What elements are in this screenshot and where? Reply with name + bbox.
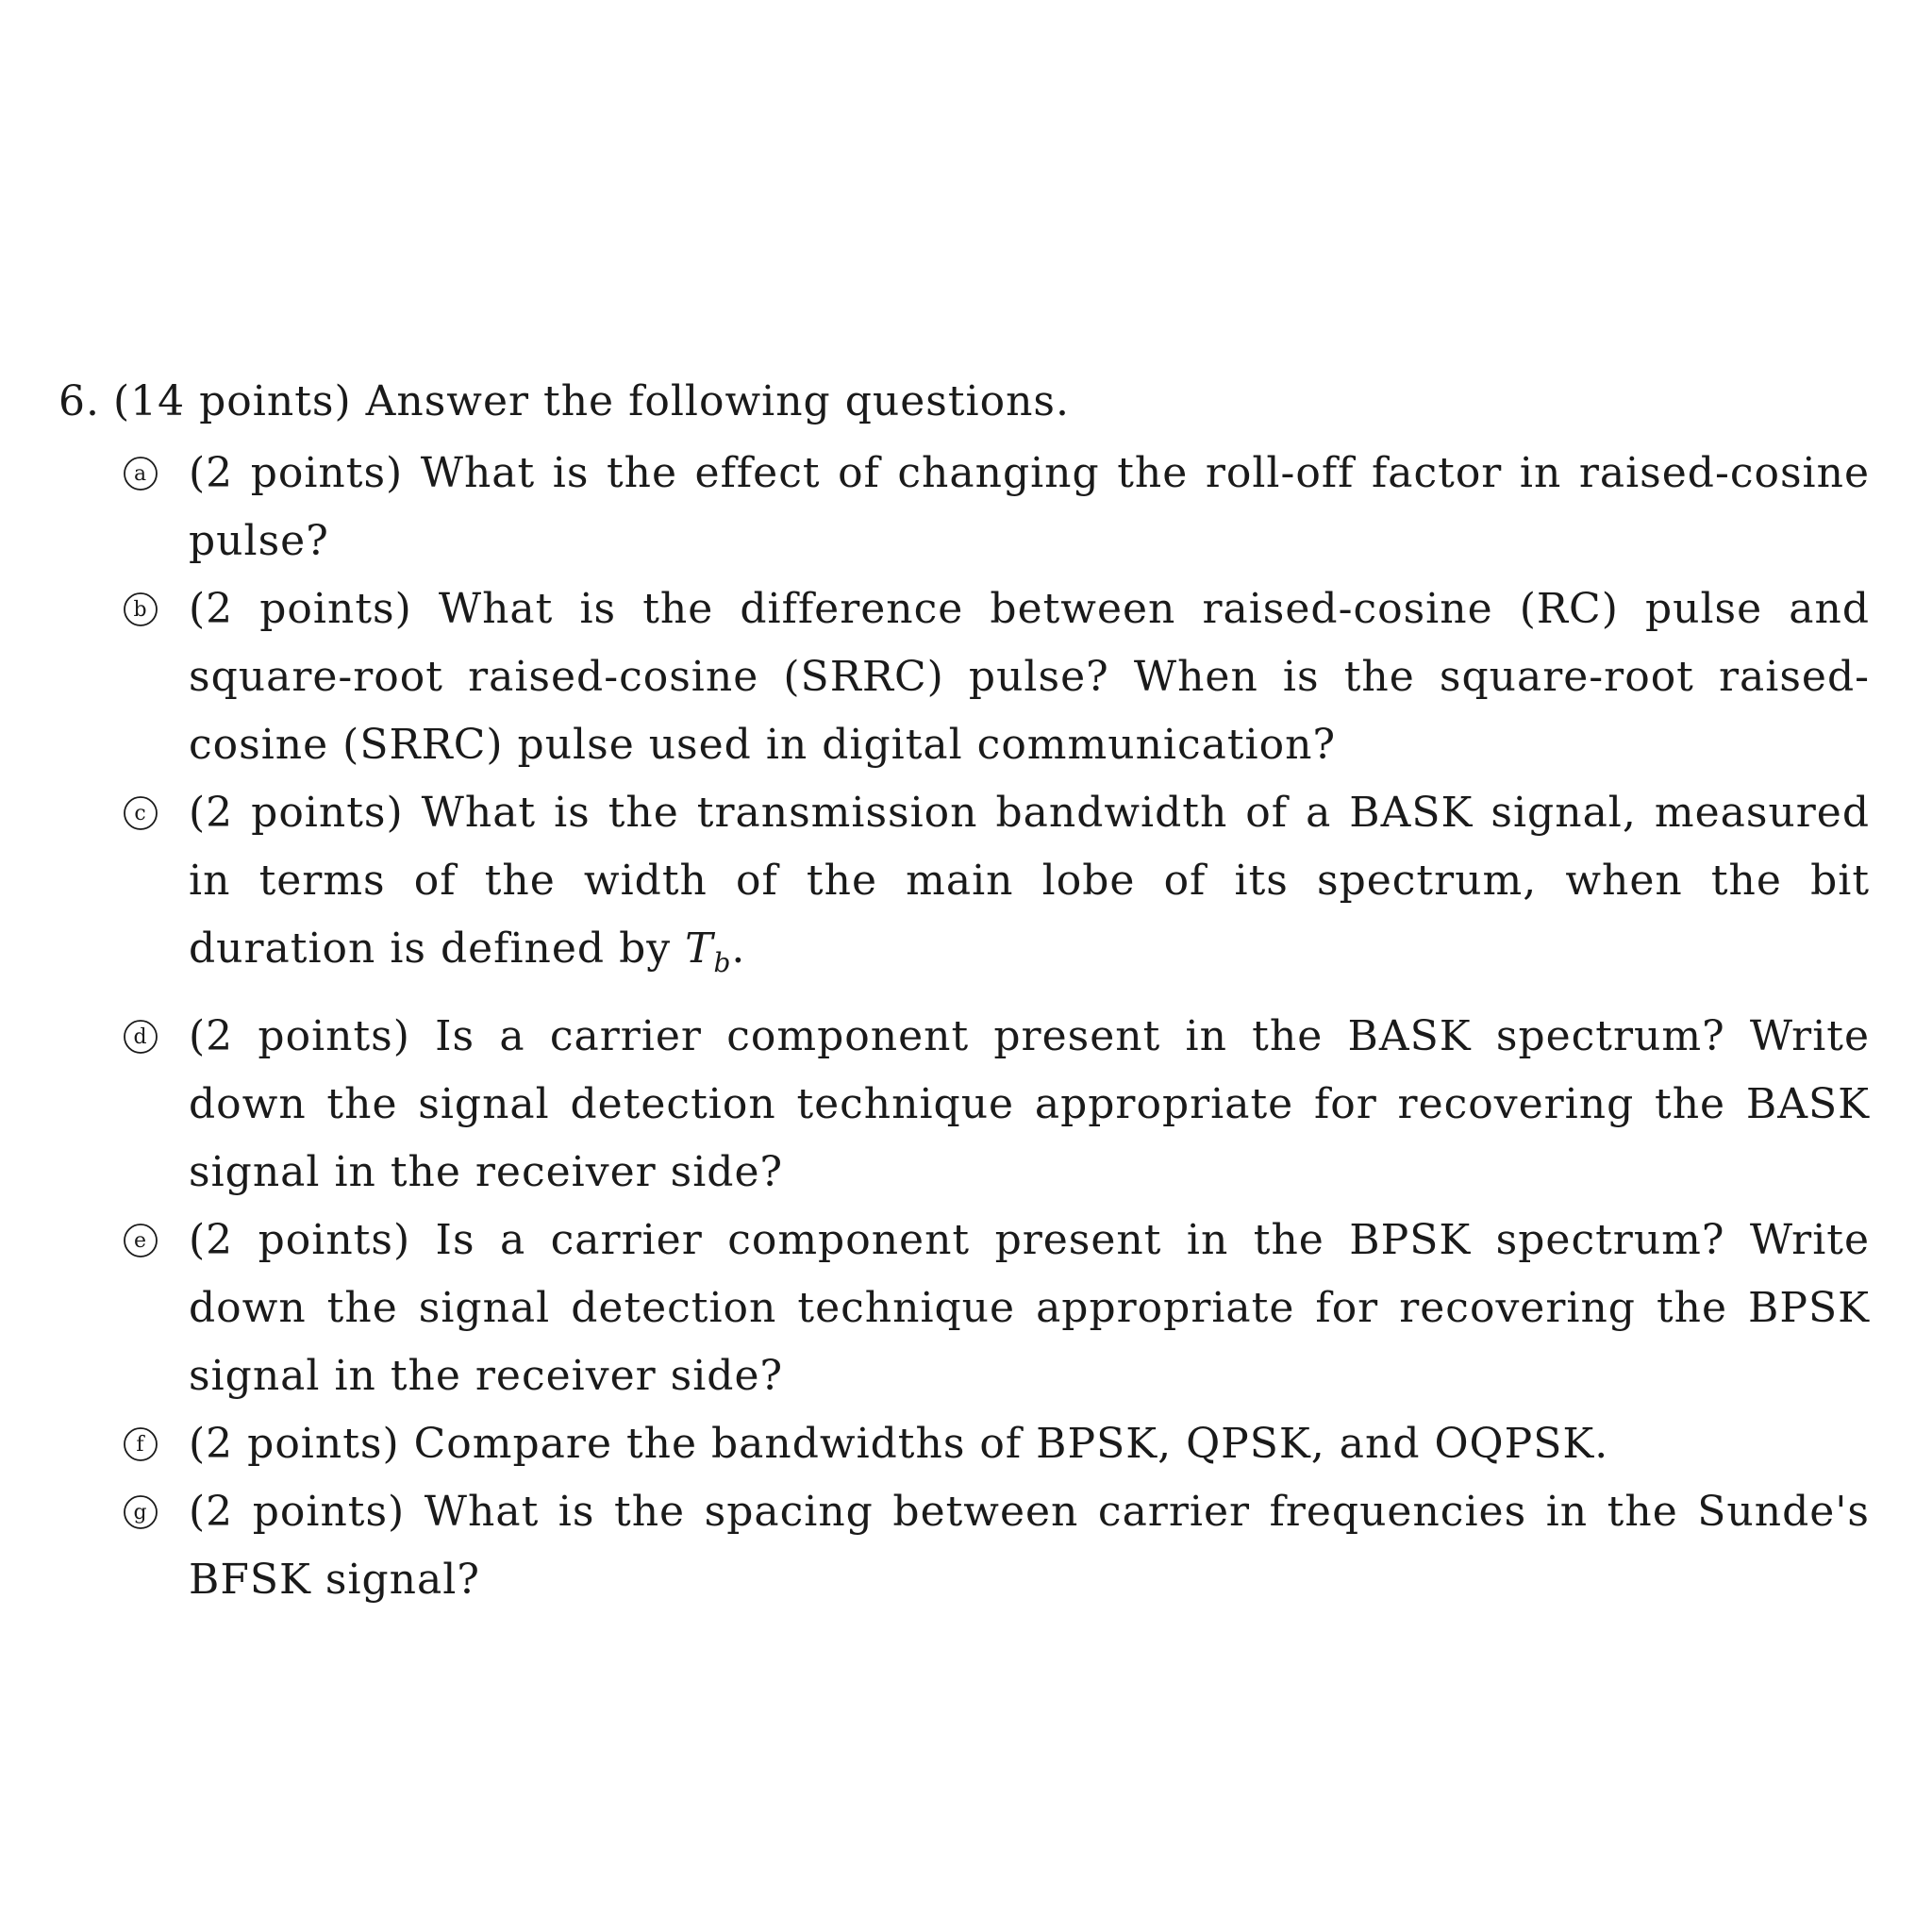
question-block bbox=[58, 373, 1879, 1614]
svg-text:c: c bbox=[134, 802, 147, 825]
question-number: 6. bbox=[58, 377, 100, 425]
subquestion-text: (2 points) Is a carrier component present in the BASK spectrum? Write down the signal detection technique appropriate for recovering the BASK signal in the receiver side? bbox=[189, 1012, 1870, 1196]
subquestion-d bbox=[133, 1003, 1870, 1207]
bit-duration-subscript: b bbox=[713, 947, 732, 978]
subquestion-f bbox=[136, 1410, 1870, 1478]
svg-text:e: e bbox=[133, 1229, 148, 1253]
bit-duration-symbol: T bbox=[685, 924, 714, 973]
circled-letter-c-icon bbox=[123, 795, 158, 831]
subquestion-e bbox=[133, 1207, 1870, 1410]
subquestion-text: (2 points) What is the effect of changing the roll-off factor in raised-cosine pulse? bbox=[189, 449, 1870, 565]
svg-text:a: a bbox=[133, 462, 148, 486]
question-header bbox=[58, 373, 1879, 431]
svg-text:f: f bbox=[136, 1433, 145, 1457]
subquestion-b bbox=[133, 575, 1870, 779]
circled-letter-e-icon bbox=[123, 1223, 158, 1258]
circled-letter-d-icon bbox=[123, 1019, 158, 1055]
circled-letter-a-icon bbox=[123, 456, 158, 491]
svg-text:d: d bbox=[133, 1025, 148, 1049]
subquestion-text: (2 points) What is the difference between raised-cosine (RC) pulse and square-root raised-cosine (SRRC) pulse? When is the square-root raised-cosine (SRRC) pulse used in digital communication? bbox=[189, 585, 1870, 769]
circled-letter-g-icon bbox=[123, 1494, 158, 1530]
subquestion-a bbox=[133, 440, 1870, 575]
subquestion-text-main: (2 points) What is the transmission bandwidth of a BASK signal, measured in terms of the width of the main lobe of its spectrum, when the bit duration is defined by bbox=[189, 789, 1870, 973]
svg-text:b: b bbox=[133, 598, 148, 622]
circled-letter-f-icon bbox=[123, 1426, 158, 1462]
subquestion-text: (2 points) What is the spacing between carrier frequencies in the Sunde's BFSK signal? bbox=[189, 1488, 1870, 1604]
subquestion-text: (2 points) Compare the bandwidths of BPSK, QPSK, and OQPSK. bbox=[189, 1420, 1609, 1468]
subquestion-g bbox=[133, 1478, 1870, 1614]
circled-letter-b-icon bbox=[123, 591, 158, 627]
svg-text:g: g bbox=[133, 1501, 148, 1524]
question-title: (14 points) Answer the following questions. bbox=[112, 377, 1070, 425]
subquestion-c bbox=[134, 779, 1870, 997]
subquestion-text-end: . bbox=[731, 924, 746, 973]
subquestion-text: (2 points) Is a carrier component present in the BPSK spectrum? Write down the signal detection technique appropriate for recovering the BPSK signal in the receiver side? bbox=[189, 1216, 1870, 1400]
subquestion-text bbox=[189, 779, 1870, 997]
